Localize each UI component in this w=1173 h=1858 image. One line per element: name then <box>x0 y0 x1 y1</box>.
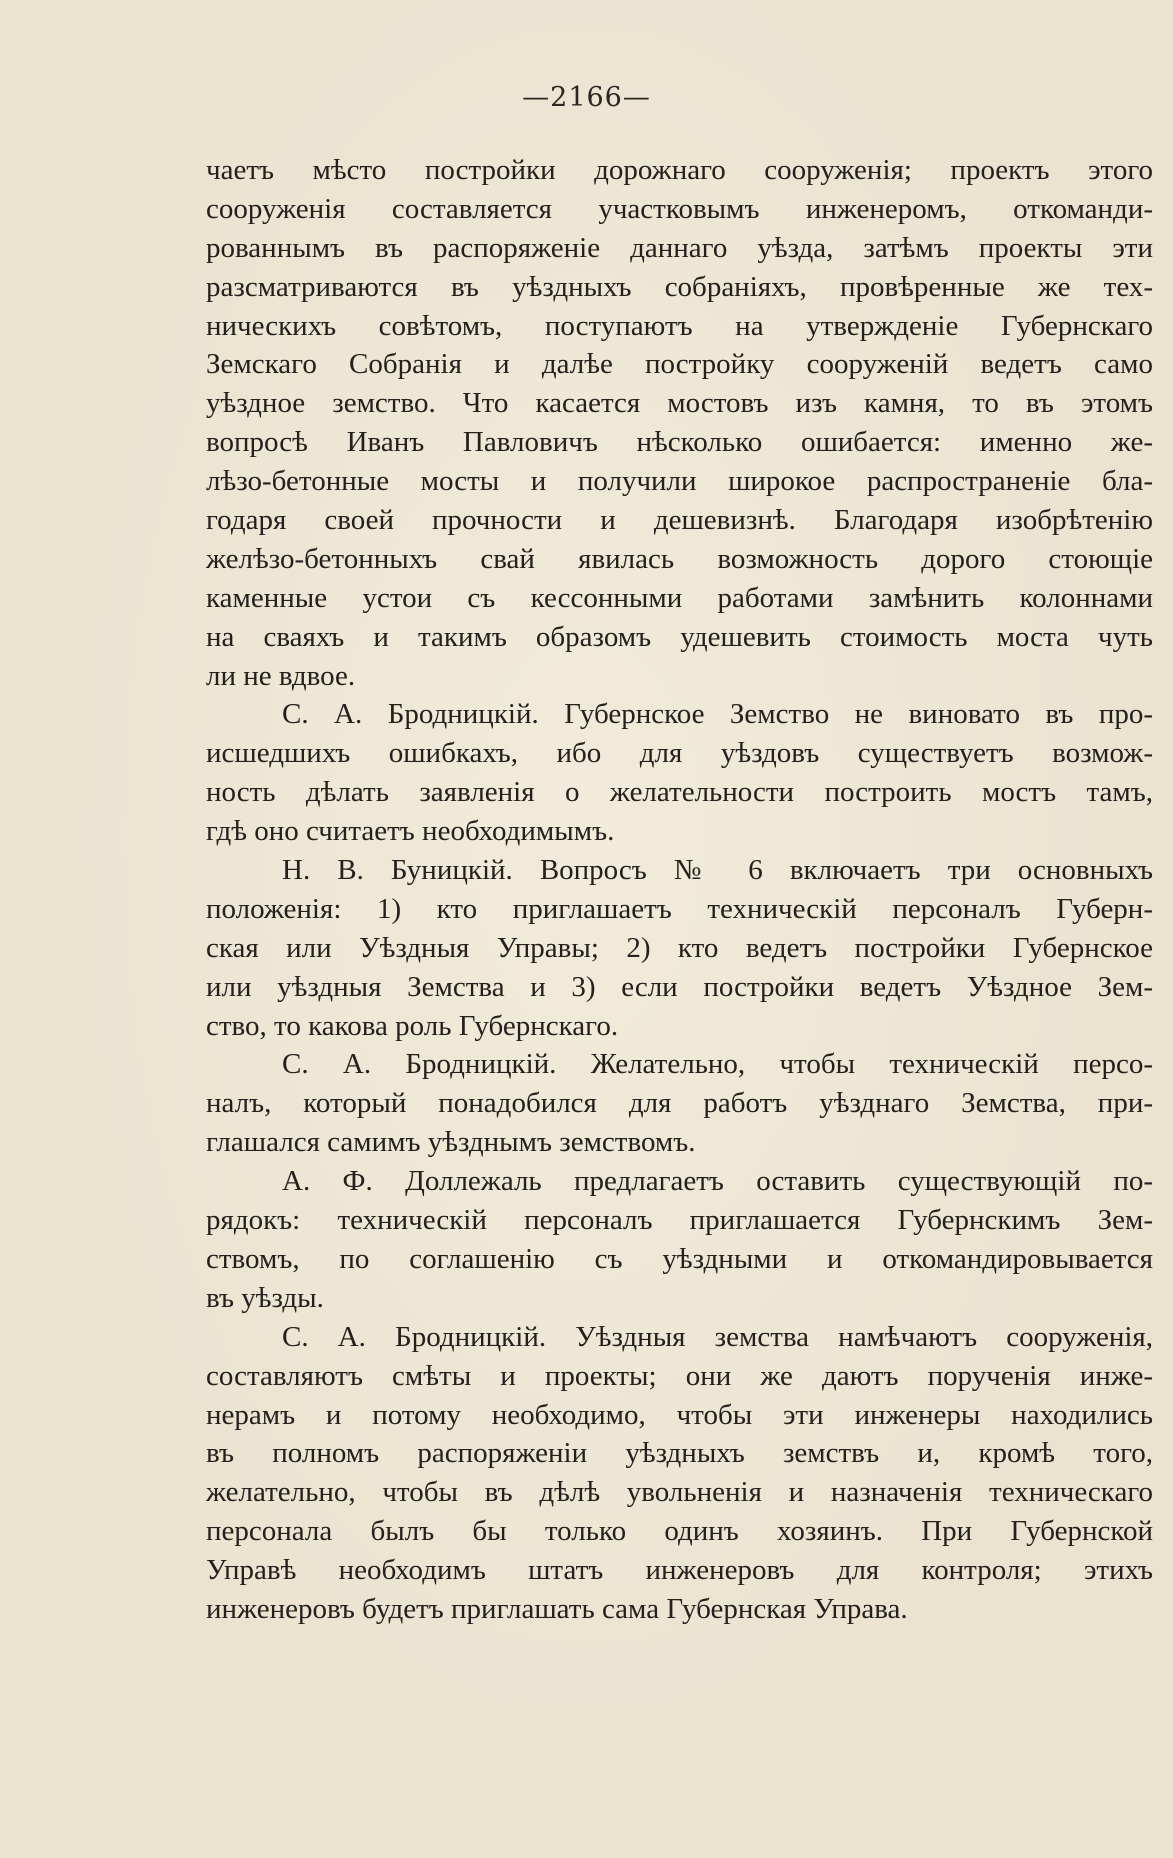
text-line: въ полномъ распоряженіи уѣздныхъ земствъ и, кромѣ того, <box>206 1437 1153 1470</box>
text-line: Н. В. Буницкій. Вопросъ № 6 включаетъ три основныхъ <box>282 854 1153 887</box>
body-text <box>206 151 1153 1629</box>
text-line: глашался самимъ уѣзднымъ земствомъ. <box>206 1126 696 1159</box>
page-number: —2166— <box>522 82 651 113</box>
text-line: положенія: 1) кто приглашаетъ техническій персоналъ Губерн- <box>206 892 1153 925</box>
text-line: ская или Уѣздныя Управы; 2) кто ведетъ постройки Губернское <box>206 931 1153 964</box>
text-line: рядокъ: техническій персоналъ приглашается Губернскимъ Зем- <box>206 1204 1153 1237</box>
text-line: ность дѣлать заявленія о желательности построить мостъ тамъ, <box>206 776 1153 809</box>
text-line: персонала былъ бы только одинъ хозяинъ. При Губернской <box>206 1515 1153 1548</box>
paragraph <box>206 1162 1153 1318</box>
paragraph <box>206 695 1153 851</box>
text-line: ли не вдвое. <box>206 659 356 692</box>
text-line: лѣзо-бетонные мосты и получили широкое распространеніе бла- <box>206 465 1153 498</box>
text-line: ствомъ, по соглашенію съ уѣздными и откомандировывается <box>206 1242 1153 1275</box>
text-line: годаря своей прочности и дешевизнѣ. Благодаря изобрѣтенію <box>206 504 1153 537</box>
text-line: Управѣ необходимъ штатъ инженеровъ для контроля; этихъ <box>206 1554 1153 1587</box>
text-line: инженеровъ будетъ приглашать сама Губернская Управа. <box>206 1592 908 1625</box>
text-line: нерамъ и потому необходимо, чтобы эти инженеры находились <box>206 1398 1153 1431</box>
text-line: исшедшихъ ошибкахъ, ибо для уѣздовъ существуетъ возмож- <box>206 737 1153 770</box>
paragraph <box>206 851 1153 1045</box>
text-line: С. А. Бродницкій. Уѣздныя земства намѣчаютъ сооруженія, <box>282 1320 1153 1353</box>
text-line: ническихъ совѣтомъ, поступаютъ на утвержденіе Губернскаго <box>206 309 1153 342</box>
text-line: составляютъ смѣты и проекты; они же даютъ порученія инже- <box>206 1359 1153 1392</box>
text-line: желательно, чтобы въ дѣлѣ увольненія и назначенія техническаго <box>206 1476 1153 1509</box>
paragraph <box>206 151 1153 695</box>
text-line: ство, то какова роль Губернскаго. <box>206 1009 619 1042</box>
text-line: уѣздное земство. Что касается мостовъ изъ камня, то въ этомъ <box>206 387 1153 420</box>
paragraph <box>206 1045 1153 1162</box>
text-line: Земскаго Собранія и далѣе постройку сооруженій ведетъ само <box>206 348 1153 381</box>
text-line: А. Ф. Доллежаль предлагаетъ оставить существующій по- <box>282 1165 1153 1198</box>
text-line: каменные устои съ кессонными работами замѣнить колоннами <box>206 581 1153 614</box>
text-line: сооруженія составляется участковымъ инженеромъ, откоманди- <box>206 192 1153 225</box>
text-line: чаетъ мѣсто постройки дорожнаго сооруженія; проектъ этого <box>206 154 1153 186</box>
text-line: въ уѣзды. <box>206 1281 324 1314</box>
text-line: налъ, который понадобился для работъ уѣзднаго Земства, при- <box>206 1087 1153 1120</box>
text-line: рованнымъ въ распоряженіе даннаго уѣзда, затѣмъ проекты эти <box>206 231 1153 264</box>
text-line: или уѣздныя Земства и 3) если постройки ведетъ Уѣздное Зем- <box>206 970 1153 1003</box>
text-line: разсматриваются въ уѣздныхъ собраніяхъ, провѣренные же тех- <box>206 270 1153 303</box>
text-line: на сваяхъ и такимъ образомъ удешевить стоимость моста чуть <box>206 620 1153 653</box>
text-line: С. А. Бродницкій. Губернское Земство не виновато въ про- <box>282 698 1153 731</box>
text-line: желѣзо-бетонныхъ свай явилась возможность дорого стоющіе <box>206 542 1153 575</box>
paragraph <box>206 1318 1153 1629</box>
text-line: гдѣ оно считаетъ необходимымъ. <box>206 815 615 848</box>
text-line: вопросѣ Иванъ Павловичъ нѣсколько ошибается: именно же- <box>206 426 1153 459</box>
text-line: С. А. Бродницкій. Желательно, чтобы техническій персо- <box>282 1048 1153 1081</box>
